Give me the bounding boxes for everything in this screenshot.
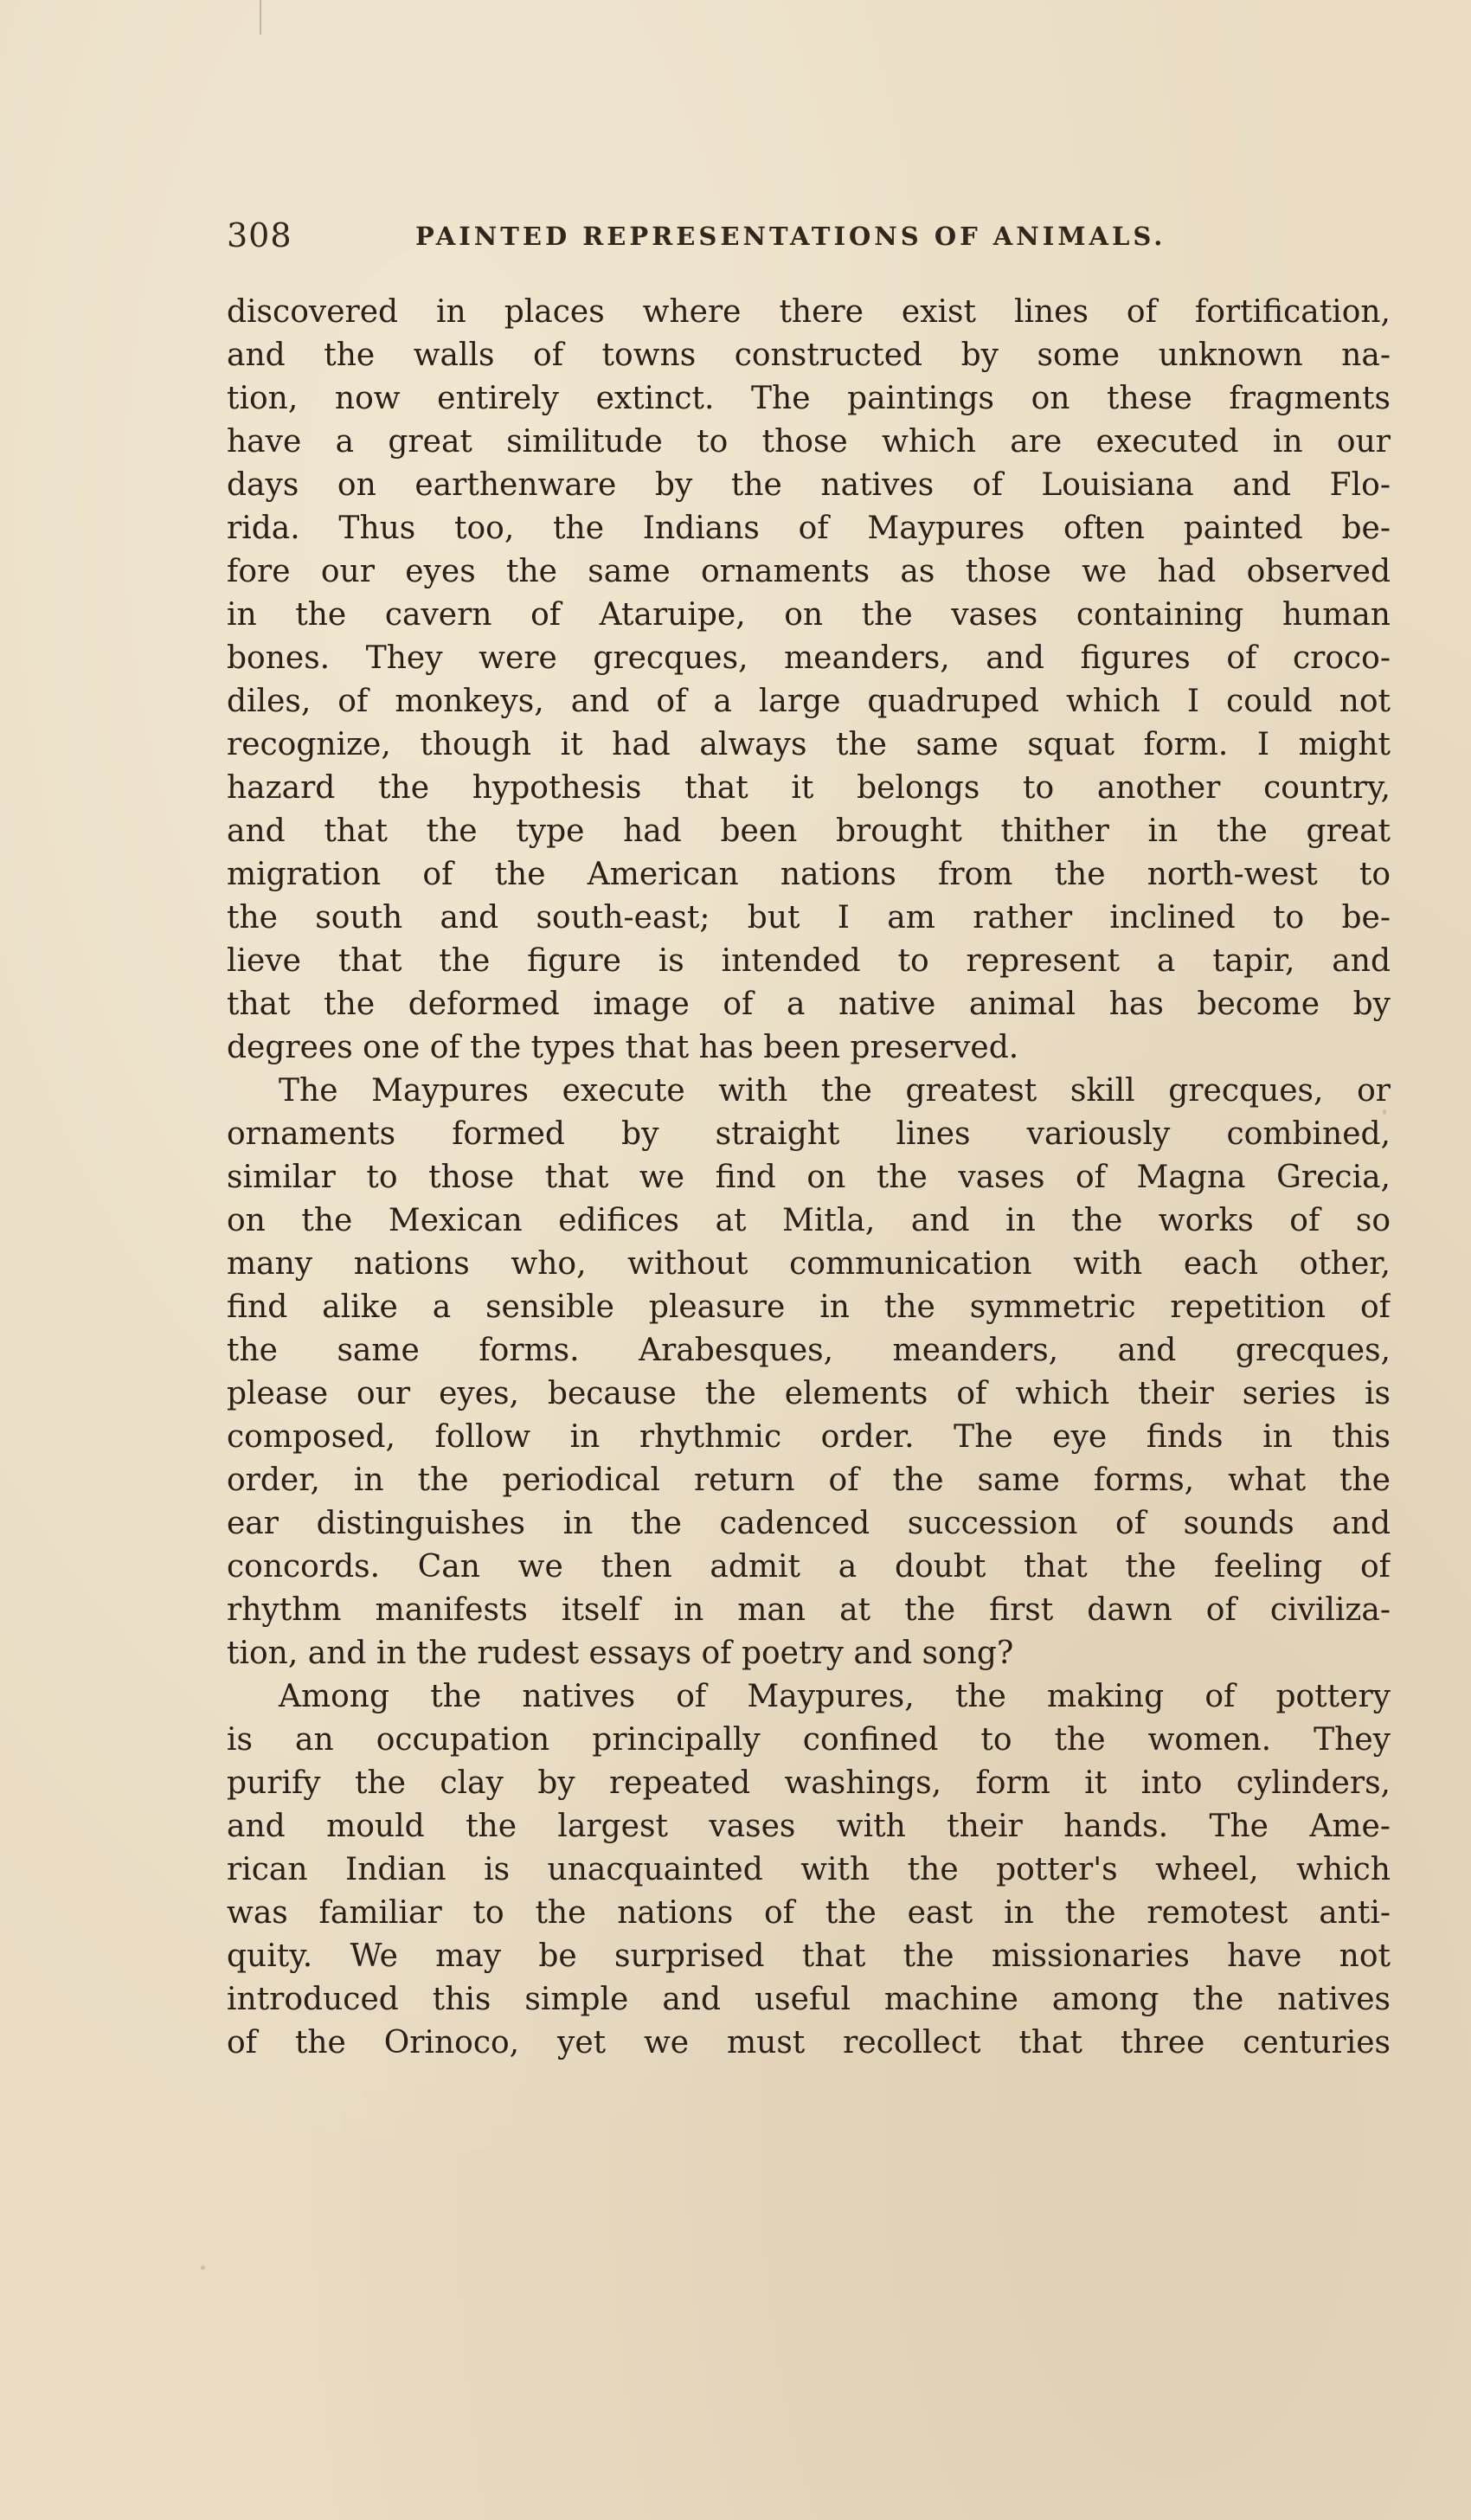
text-line: and mould the largest vases with their hands. The Ame- — [227, 1809, 1391, 1844]
text-line: ornaments formed by straight lines variously combined, — [227, 1116, 1391, 1152]
text-line: the south and south-east; but I am rather inclined to be- — [227, 900, 1391, 935]
text-line: tion, now entirely extinct. The paintings on these fragments — [227, 381, 1391, 416]
text-line: many nations who, without communication with each other, — [227, 1246, 1391, 1282]
text-line: introduced this simple and useful machine among the natives — [227, 1982, 1391, 2017]
text-line: days on earthenware by the natives of Louisiana and Flo- — [227, 467, 1391, 503]
text-line: composed, follow in rhythmic order. The eye finds in this — [227, 1419, 1391, 1455]
text-line: please our eyes, because the elements of which their series is — [227, 1376, 1391, 1411]
text-line: in the cavern of Ataruipe, on the vases containing human — [227, 597, 1391, 633]
text-line: is an occupation principally confined to the women. They — [227, 1722, 1391, 1758]
text-line: hazard the hypothesis that it belongs to another country, — [227, 770, 1391, 806]
text-line: order, in the periodical return of the same forms, what the — [227, 1462, 1391, 1498]
paper-spot — [1383, 1109, 1386, 1115]
text-line: on the Mexican edifices at Mitla, and in the works of so — [227, 1203, 1391, 1238]
text-line: lieve that the figure is intended to represent a tapir, and — [227, 943, 1391, 979]
text-line: migration of the American nations from the north-west to — [227, 857, 1391, 892]
text-line: rican Indian is unacquainted with the potter's wheel, which — [227, 1852, 1391, 1887]
text-line: that the deformed image of a native animal has become by — [227, 987, 1391, 1022]
paragraph-start-line: Among the natives of Maypures, the making of pottery — [279, 1679, 1391, 1714]
text-line: the same forms. Arabesques, meanders, and grecques, — [227, 1333, 1391, 1368]
text-line: diles, of monkeys, and of a large quadruped which I could not — [227, 684, 1391, 719]
text-line: recognize, though it had always the same squat form. I might — [227, 727, 1391, 762]
text-line: have a great similitude to those which are executed in our — [227, 424, 1391, 460]
paragraph-start-line: The Maypures execute with the greatest skill grecques, or — [279, 1073, 1391, 1109]
text-line: ear distinguishes in the cadenced succession of sounds and — [227, 1506, 1391, 1541]
text-line: bones. They were grecques, meanders, and figures of croco- — [227, 640, 1391, 676]
text-line: of the Orinoco, yet we must recollect that three centuries — [227, 2025, 1391, 2060]
text-line: and the walls of towns constructed by some unknown na- — [227, 338, 1391, 373]
text-line: quity. We may be surprised that the missionaries have not — [227, 1938, 1391, 1974]
text-line: purify the clay by repeated washings, form it into cylinders, — [227, 1765, 1391, 1801]
text-line: concords. Can we then admit a doubt that the feeling of — [227, 1549, 1391, 1585]
paragraph-end-line: tion, and in the rudest essays of poetry and song? — [227, 1636, 1014, 1671]
paper-spot — [201, 2266, 205, 2270]
text-line: was familiar to the nations of the east in the remotest anti- — [227, 1895, 1391, 1931]
page-edge-mark — [260, 0, 261, 35]
text-line: similar to those that we find on the vases of Magna Grecia, — [227, 1160, 1391, 1195]
body-text — [227, 291, 1391, 2065]
text-line: rida. Thus too, the Indians of Maypures often painted be- — [227, 511, 1391, 546]
paragraph-end-line: degrees one of the types that has been preserved. — [227, 1030, 1019, 1065]
text-line: rhythm manifests itself in man at the first dawn of civiliza- — [227, 1592, 1391, 1628]
text-line: discovered in places where there exist lines of fortification, — [227, 294, 1391, 330]
page-number: 308 — [227, 216, 292, 254]
text-line: find alike a sensible pleasure in the symmetric repetition of — [227, 1289, 1391, 1325]
page-header — [227, 216, 1248, 260]
text-line: and that the type had been brought thither in the great — [227, 813, 1391, 849]
text-line: fore our eyes the same ornaments as those we had observed — [227, 554, 1391, 589]
running-head: PAINTED REPRESENTATIONS OF ANIMALS. — [415, 222, 1166, 251]
